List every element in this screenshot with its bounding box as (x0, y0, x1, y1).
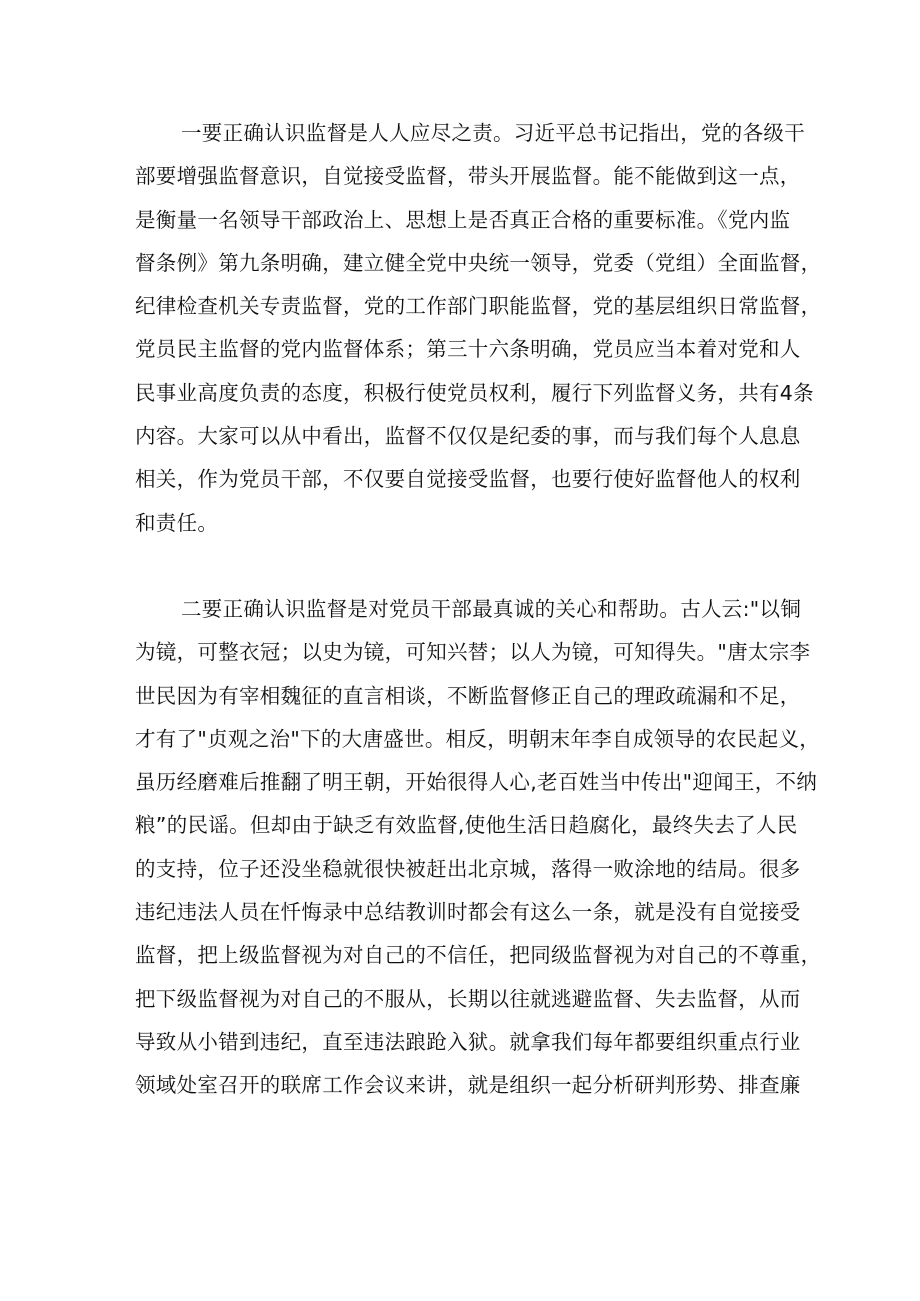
paragraph-2 (135, 588, 822, 1108)
text-line: 党员民主监督的党内监督体系；第三十六条明确，党员应当本着对党和人 (135, 337, 801, 362)
text-line: 是衡量一名领导干部政治上、思想上是否真正合格的重要标准。《党内监 (135, 207, 791, 232)
text-line: 民事业高度负责的态度，积极行使党员权利，履行下列监督义务，共有4条 (135, 380, 814, 405)
text-line: 导致从小错到违纪，直至违法踉跄入狱。就拿我们每年都要组织重点行业 (135, 1029, 801, 1054)
text-line: 纪律检查机关专责监督，党的工作部门职能监督，党的基层组织日常监督， (135, 294, 822, 319)
text-line: 和责任。 (135, 510, 219, 535)
text-line: 一要正确认识监督是人人应尽之责。习近平总书记指出，党的各级干 (181, 121, 805, 145)
text-line: 为镜，可整衣冠；以史为镜，可知兴替；以人为镜，可知得失。"唐太宗李 (135, 640, 811, 665)
text-line: 内容。大家可以从中看出，监督不仅仅是纪委的事，而与我们每个人息息 (135, 424, 801, 449)
text-line: 世民因为有宰相魏征的直言相谈，不断监督修正自己的理政疏漏和不足， (135, 683, 801, 708)
text-line: 才有了"贞观之治"下的大唐盛世。相反，明朝末年李自成领导的农民起义， (135, 726, 821, 751)
text-line: 部要增强监督意识，自觉接受监督，带头开展监督。能不能做到这一点， (135, 164, 801, 189)
text-line: 相关，作为党员干部，不仅要自觉接受监督，也要行使好监督他人的权利 (135, 467, 801, 492)
text-line: 二要正确认识监督是对党员干部最真诚的关心和帮助。古人云:"以铜 (181, 597, 802, 621)
text-line: 领域处室召开的联席工作会议来讲，就是组织一起分析研判形势、排查廉 (135, 1073, 801, 1098)
text-line: 违纪违法人员在忏悔录中总结教训时都会有这么一条，就是没有自觉接受 (135, 900, 801, 925)
text-line: 的支持，位子还没坐稳就很快被赶出北京城，落得一败涂地的结局。很多 (135, 856, 801, 881)
text-line: 虽历经磨难后推翻了明王朝，开始很得人心,老百姓当中传出"迎闻王，不纳 (135, 770, 818, 795)
text-line: 粮”的民谣。但却由于缺乏有效监督,使他生活日趋腐化，最终失去了人民 (135, 813, 798, 838)
text-line: 把下级监督视为对自己的不服从，长期以往就逃避监督、失去监督，从而 (135, 986, 801, 1011)
paragraph-1 (135, 112, 822, 545)
text-line: 督条例》第九条明确，建立健全党中央统一领导，党委（党组）全面监督， (135, 250, 822, 275)
text-line: 监督，把上级监督视为对自己的不信任，把同级监督视为对自己的不尊重， (135, 943, 822, 968)
